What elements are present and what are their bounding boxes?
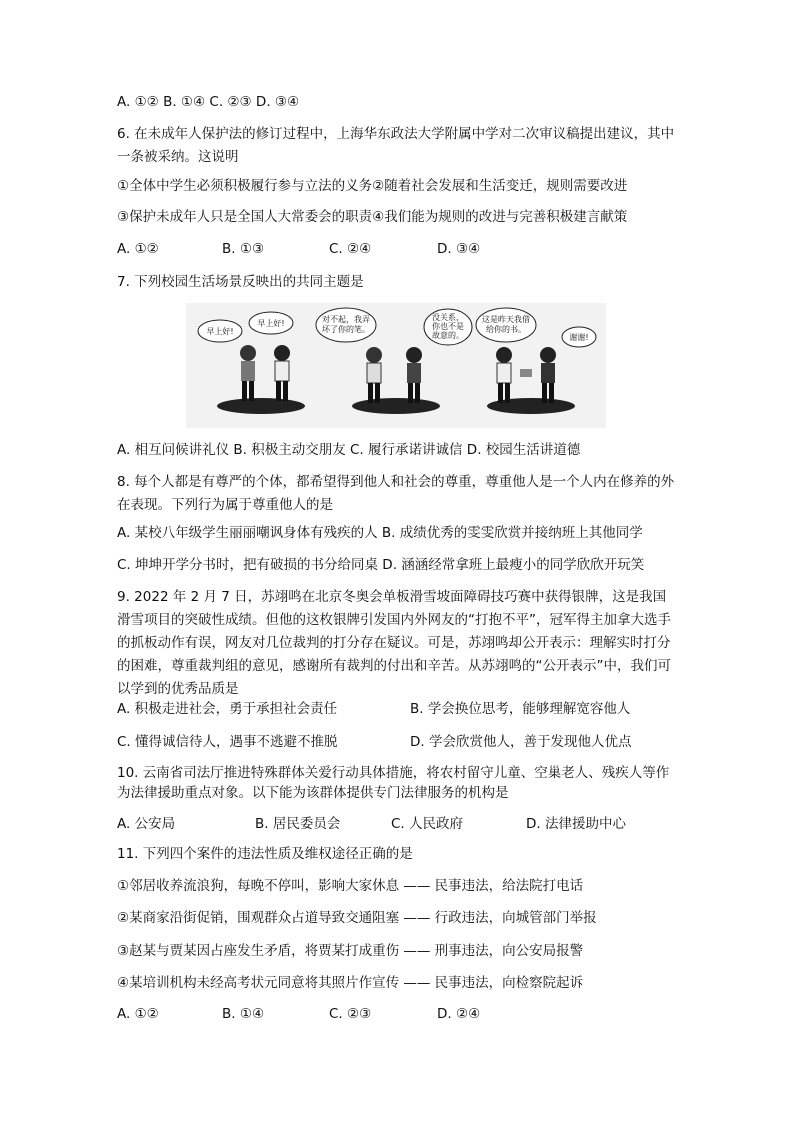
q11-item-2: ②某商家沿街促销，围观群众占道导致交通阻塞 —— 行政违法，向城管部门举报	[117, 910, 597, 926]
q10-option-d: D. 法律援助中心	[526, 816, 626, 832]
q10-stem: 10. 云南省司法厅推进特殊群体关爱行动具体措施，将农村留守儿童、空巢老人、残疾人等作为法律援助重点对象。以下能为该群体提供专门法律服务的机构是	[117, 765, 670, 801]
bubble-text-4b: 你也不是	[432, 322, 464, 331]
bubble-text-3b: 坏了你的笔。	[322, 325, 370, 334]
speech-bubble-3	[316, 308, 376, 342]
bubble-text-6: 谢谢!	[569, 333, 589, 342]
q9-option-d: D. 学会欣赏他人，善于发现他人优点	[410, 734, 632, 750]
bubble-text-4c: 故意的。	[432, 331, 464, 340]
q9-option-a: A. 积极走进社会，勇于承担社会责任	[117, 701, 338, 717]
q5-options: A. ①② B. ①④ C. ②③ D. ③④	[117, 94, 300, 110]
q6-stem: 6. 在未成年人保护法的修订过程中，上海华东政法大学附属中学对二次审议稿提出建议，其中一条被采纳。这说明	[117, 126, 675, 165]
bubble-text-2: 早上好!	[257, 319, 285, 328]
bubble-text-4a: 没关系，	[432, 313, 464, 322]
q10-option-c: C. 人民政府	[391, 816, 464, 832]
q8-stem: 8. 每个人都是有尊严的个体，都希望得到他人和社会的尊重，尊重他人是一个人内在修养的外在表现。下列行为属于尊重他人的是	[117, 474, 675, 513]
q9-option-c: C. 懂得诚信待人，遇事不逃避不推脱	[117, 734, 338, 750]
bubble-text-1: 早上好!	[206, 327, 234, 336]
q6-option-b: B. ①③	[222, 241, 265, 257]
q9-option-b: B. 学会换位思考，能够理解宽容他人	[410, 701, 631, 717]
q11-option-b: B. ①④	[222, 1006, 265, 1022]
q11-option-d: D. ②④	[437, 1006, 481, 1022]
campus-scenes-figure	[186, 303, 606, 428]
speech-bubble-2	[249, 312, 293, 334]
q6-option-a: A. ①②	[117, 241, 159, 257]
q11-item-1: ①邻居收养流浪狗，每晚不停叫，影响大家休息 —— 民事违法，给法院打电话	[117, 878, 584, 894]
q6-option-d: D. ③④	[437, 241, 481, 257]
q11-stem: 11. 下列四个案件的违法性质及维权途径正确的是	[117, 846, 413, 862]
speech-bubble-1	[198, 320, 242, 342]
q11-option-c: C. ②③	[329, 1006, 372, 1022]
bubble-text-5a: 这是昨天我借	[482, 315, 530, 324]
bubble-text-3a: 对不起，我弄	[322, 315, 370, 324]
q11-item-3: ③赵某与贾某因占座发生矛盾，将贾某打成重伤 —— 刑事违法，向公安局报警	[117, 943, 584, 959]
q10-option-b: B. 居民委员会	[255, 816, 341, 832]
book-icon	[520, 369, 532, 377]
q11-option-a: A. ①②	[117, 1006, 159, 1022]
q10-option-a: A. 公安局	[117, 816, 176, 832]
q8-options-cd: C. 坤坤开学分书时，把有破损的书分给同桌 D. 涵涵经常拿班上最瘦小的同学欣欣开玩笑	[117, 557, 645, 573]
q6-option-c: C. ②④	[329, 241, 372, 257]
q9-stem: 9. 2022 年 2 月 7 日，苏翊鸣在北京冬奥会单板滑雪坡面障碍技巧赛中获得银牌，这是我国滑雪项目的突破性成绩。但他的这枚银牌引发国内外网友的“打抱不平”，冠军得主加拿大选手的抓板动作有误，网友对几位裁判的打分存在疑议。可是，苏翊鸣却公开表示：理解实时打分的困难，尊重裁判组的意见，感谢所有裁判的付出和辛苦。从苏翊鸣的“公开表示”中，我们可以学到的优秀品质是	[117, 589, 671, 697]
q11-item-4: ④某培训机构未经高考状元同意将其照片作宣传 —— 民事违法，向检察院起诉	[117, 975, 584, 991]
speech-bubble-5	[476, 308, 536, 342]
q6-item-2: ③保护未成年人只是全国人大常委会的职责④我们能为规则的改进与完善积极建言献策	[117, 209, 628, 225]
q6-item-1: ①全体中学生必须积极履行参与立法的义务②随着社会发展和生活变迁，规则需要改进	[117, 178, 628, 194]
speech-bubble-6	[562, 327, 596, 347]
q7-stem: 7. 下列校园生活场景反映出的共同主题是	[117, 274, 364, 290]
speech-bubble-4	[424, 309, 472, 345]
q8-options-ab: A. 某校八年级学生丽丽嘲讽身体有残疾的人 B. 成绩优秀的雯雯欣赏并接纳班上其他同学	[117, 525, 643, 541]
bubble-text-5b: 给你的书。	[486, 325, 526, 334]
q7-options: A. 相互问候讲礼仪 B. 积极主动交朋友 C. 履行承诺讲诚信 D. 校园生活讲道德	[117, 442, 581, 458]
